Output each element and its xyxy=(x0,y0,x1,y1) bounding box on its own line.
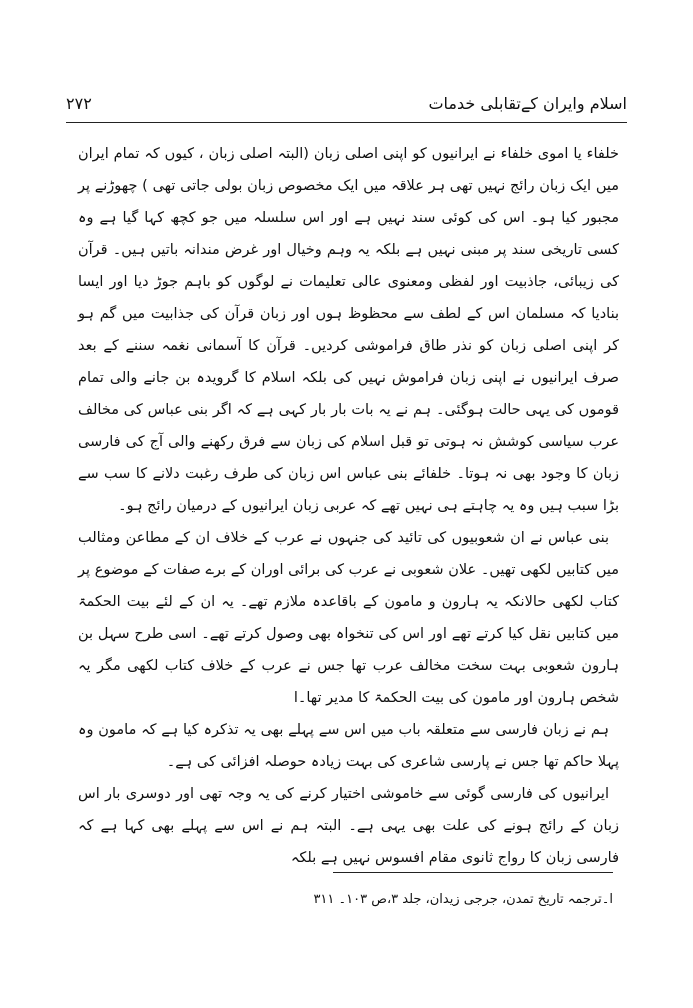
body-text xyxy=(78,138,619,874)
paragraph: خلفاء یا اموی خلفاء نے ایرانیوں کو اپنی اصلی زبان (البتہ اصلی زبان ، کیوں کہ تمام ایران میں ایک زبان رائج نہیں تھی ہر علاقہ میں ایک مخصوص زبان بولی جاتی تھی ) چھوڑنے پر مجبور کیا ہو۔ اس کی کوئی سند نہیں ہے اور اس سلسلہ میں جو کچھ کہا گیا ہے وہ کسی تاریخی سند پر مبنی نہیں ہے بلکہ یہ وہم وخیال اور غرض مندانہ باتیں ہیں۔ قرآن کی زیبائی، جاذبیت اور لفظی ومعنوی عالی تعلیمات نے لوگوں کو باہم جوڑ دیا اور ایسا بنادیا کہ مسلمان اس کے لطف سے محظوظ ہوں اور زبان قرآن کی جذابیت میں گم ہو کر اپنی اصلی زبان کو نذر طاق فراموشی کردیں۔ قرآن کا آسمانی نغمہ سننے کے بعد صرف ایرانیوں نے اپنی زبان فراموش نہیں کی بلکہ اسلام کا گرویدہ بن جانے والی تمام قوموں کی یہی حالت ہوگئی۔ ہم نے یہ بات بار بار کہی ہے کہ اگر بنی عباس کی مخالف عرب سیاسی کوشش نہ ہوتی تو قبل اسلام کی زبان سے فرق رکھنے والی آج کی فارسی زبان کا وجود بھی نہ ہوتا۔ خلفائے بنی عباس اس زبان کی طرف رغبت دلانے کا سب سے بڑا سبب ہیں وہ یہ چاہتے ہی نہیں تھے کہ عربی زبان ایرانیوں کے درمیان رائج ہو۔ xyxy=(78,146,619,514)
paragraph: ایرانیوں کی فارسی گوئی سے خاموشی اختیار کرنے کی یہ وجہ تھی اور دوسری بار اس زبان کے رائج ہونے کی علت بھی یہی ہے۔ البتہ ہم نے اس سے پہلے بھی کہا ہے کہ فارسی زبان کا رواج ثانوی مقام افسوس نہیں ہے بلکہ xyxy=(78,786,619,866)
page-number: ۲۷۲ xyxy=(66,94,92,113)
chapter-title: اسلام وایران کےتقابلی خدمات xyxy=(428,94,627,113)
footnote-rule xyxy=(333,872,613,873)
running-header xyxy=(66,88,627,122)
paragraph: ہم نے زبان فارسی سے متعلقہ باب میں اس سے پہلے بھی یہ تذکرہ کیا ہے کہ مامون وہ پہلا حاکم تھا جس نے پارسی شاعری کی بہت زیادہ حوصلہ افزائی کی ہے۔ xyxy=(78,722,619,770)
paragraph: بنی عباس نے ان شعوبیوں کی تائید کی جنہوں نے عرب کے خلاف ان کے مطاعن ومثالب میں کتابیں لکھی تھیں۔ علان شعوبی نے عرب کی برائی اوران کے برے صفات کے موضوع پر کتاب لکھی حالانکہ یہ ہارون و مامون کے باقاعدہ ملازم تھے۔ یہ ان کے لئے بیت الحکمۃ میں کتابیں نقل کیا کرتے تھے اور اس کی تنخواہ بھی وصول کرتے تھے۔ اسی طرح سہل بن ہارون شعوبی بہت سخت مخالف عرب تھا جس نے عرب کے خلاف کتاب لکھی مگر یہ شخص ہارون اور مامون کی بیت الحکمۃ کا مدیر تھا۔ا xyxy=(78,530,619,706)
footnote: ا۔ترجمہ تاریخ تمدن، جرجی زیدان، جلد ۳،ص ۱۰۳۔ ۳۱۱ xyxy=(313,892,613,907)
header-rule xyxy=(66,122,627,123)
